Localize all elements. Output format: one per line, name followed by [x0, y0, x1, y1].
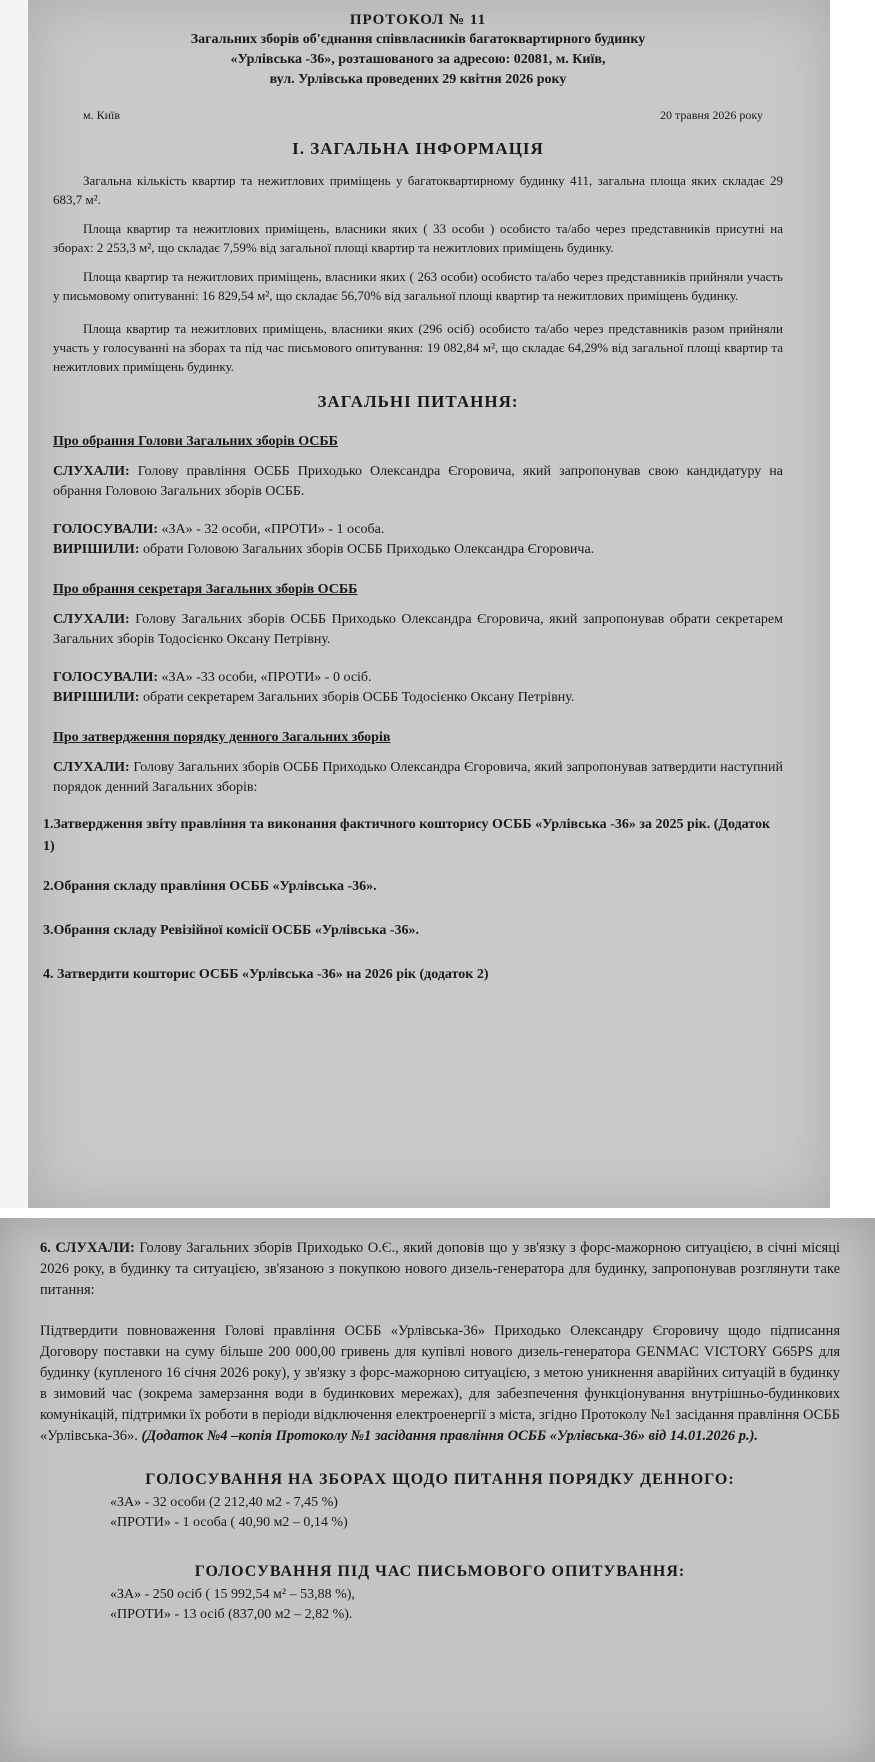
protocol-page-bottom	[0, 1218, 875, 1762]
protocol-header-line-3: вул. Урлівська проведених 29 квітня 2026 року	[269, 72, 567, 87]
protocol-date: 20 травня 2026 року	[660, 108, 763, 122]
general-info-p3: Площа квартир та нежитлових приміщень, власники яких ( 263 особи) особисто та/або через представників прийняли участь у письмовому опитуванні: 16 829,54 м², що складає 56,70% від загальної площі квартир та нежитлових приміщень будинку.	[53, 269, 783, 303]
item6-heard	[40, 1238, 840, 1301]
general-info-p1: Загальна кількість квартир та нежитлових приміщень у багатоквартирному будинку 411, загальна площа яких складає 29 683,7 м².	[53, 173, 783, 207]
left-margin	[0, 0, 28, 1208]
protocol-page-top	[28, 0, 830, 1208]
general-info-title: І. ЗАГАЛЬНА ІНФОРМАЦІЯ	[292, 139, 544, 158]
heard-label: СЛУХАЛИ:	[53, 612, 130, 627]
q1-heard	[53, 462, 783, 502]
vote-meeting-against: «ПРОТИ» - 1 особа ( 40,90 м2 – 0,14 %)	[110, 1515, 348, 1530]
proposal-text: Підтвердити повноваження Голові правління ОСББ «Урлівська-36» Приходько Олександру Єгоровичу щодо підписання Договору поставки на суму більше 200 000,00 гривень для купівлі нового дизель-генератора GENMAC VICTORY G65PS для будинку (купленого 16 січня 2026 року), у зв'язку з форс-мажорною ситуацією, з метою уникнення аварійних ситуацій в будинку в зимовий час (зокрема замерзання води в будинкових мережах), для забезпечення функціонування внутрішньо-будинкових комунікацій, підтримки їх роботи в періоди відключення електроенергії з міста, згідно Протоколу №1 засідання правління ОСББ «Урлівська-36».	[40, 1323, 840, 1444]
item6-proposal	[40, 1321, 840, 1447]
heard-label: СЛУХАЛИ:	[53, 464, 130, 479]
agenda-item-1: 1.Затвердження звіту правління та виконання фактичного кошторису ОСББ «Урлівська -36» за 2025 рік. (Додаток 1)	[43, 817, 771, 854]
q3-heard	[53, 758, 783, 798]
heard-text: Голову Загальних зборів ОСББ Приходько Олександра Єгоровича, який запропонував затвердити наступний порядок денний Загальних зборів:	[53, 760, 783, 795]
agenda-item-3: 3.Обрання складу Ревізійної комісії ОСББ «Урлівська -36».	[43, 923, 420, 938]
voted-text: «ЗА» - 32 особи, «ПРОТИ» - 1 особа.	[161, 522, 385, 537]
decided-label: ВИРІШИЛИ:	[53, 542, 140, 557]
right-margin	[830, 0, 875, 1208]
q2-heard	[53, 610, 783, 650]
heard-text: Голову правління ОСББ Приходько Олександра Єгоровича, який запропонував свою кандидатуру на обрання Головою Загальних зборів ОСББ.	[53, 464, 784, 499]
vote-written-for: «ЗА» - 250 осіб ( 15 992,54 м² – 53,88 %),	[110, 1587, 355, 1602]
q1-decided	[53, 540, 783, 560]
vote-meeting-title: ГОЛОСУВАННЯ НА ЗБОРАХ ЩОДО ПИТАННЯ ПОРЯДКУ ДЕННОГО:	[145, 1471, 735, 1488]
agenda-item-2: 2.Обрання складу правління ОСББ «Урлівська -36».	[43, 879, 377, 894]
photo-gap	[0, 1208, 875, 1218]
annex-note: (Додаток №4 –копія Протоколу №1 засідання правління ОСББ «Урлівська-36» від 14.01.2026 р.).	[141, 1428, 759, 1444]
agenda-item-4: 4. Затвердити кошторис ОСББ «Урлівська -36» на 2026 рік (додаток 2)	[43, 967, 489, 982]
vote-meeting-for: «ЗА» - 32 особи (2 212,40 м2 - 7,45 %)	[110, 1495, 338, 1510]
q2-voted	[53, 668, 783, 688]
page-bottom-content	[40, 1238, 840, 1625]
protocol-header-line-1: Загальних зборів об'єднання співвласників багатоквартирного будинку	[190, 32, 646, 47]
heard-text: Голову Загальних зборів Приходько О.Є., який доповів що у зв'язку з форс-мажорною ситуацією, в січні місяці 2026 року, в будинку та ситуацією, зв'язаною з покупкою нового дизель-генератора для будинку, запропонував розглянути таке питання:	[40, 1240, 840, 1298]
vote-written-against: «ПРОТИ» - 13 осіб (837,00 м2 – 2,82 %).	[110, 1607, 353, 1622]
heard-text: Голову Загальних зборів ОСББ Приходько Олександра Єгоровича, який запропонував обрати секретарем Загальних зборів Тодосієнко Оксану Петрівну.	[53, 612, 784, 647]
page-top-content	[43, 10, 784, 1006]
heard-label: 6. СЛУХАЛИ:	[40, 1240, 135, 1256]
protocol-header-line-2: «Урлівська -36», розташованого за адресою: 02081, м. Київ,	[230, 52, 606, 67]
decided-text: обрати Головою Загальних зборів ОСББ Приходько Олександра Єгоровича.	[142, 542, 595, 557]
q2-title: Про обрання секретаря Загальних зборів ОСББ	[53, 582, 358, 597]
vote-written-title: ГОЛОСУВАННЯ ПІД ЧАС ПИСЬМОВОГО ОПИТУВАННЯ:	[194, 1563, 686, 1580]
general-info-p4: Площа квартир та нежитлових приміщень, власники яких (296 осіб) особисто та/або через представників разом прийняли участь у голосуванні на зборах та під час письмового опитування: 19 082,84 м², що складає 64,29% від загальної площі квартир та нежитлових приміщень будинку.	[53, 321, 783, 374]
meta-line	[53, 108, 783, 123]
decided-text: обрати секретарем Загальних зборів ОСББ Тодосієнко Оксану Петрівну.	[142, 690, 575, 705]
city: м. Київ	[83, 108, 121, 122]
voted-label: ГОЛОСУВАЛИ:	[53, 522, 158, 537]
heard-label: СЛУХАЛИ:	[53, 760, 130, 775]
protocol-title: ПРОТОКОЛ № 11	[349, 12, 487, 28]
voted-text: «ЗА» -33 особи, «ПРОТИ» - 0 осіб.	[161, 670, 372, 685]
q1-title: Про обрання Голови Загальних зборів ОСББ	[53, 434, 338, 449]
agenda-list	[43, 814, 783, 986]
q1-voted	[53, 520, 783, 540]
q3-title: Про затвердження порядку денного Загальних зборів	[53, 730, 391, 745]
decided-label: ВИРІШИЛИ:	[53, 690, 140, 705]
voted-label: ГОЛОСУВАЛИ:	[53, 670, 158, 685]
general-questions-title: ЗАГАЛЬНІ ПИТАННЯ:	[317, 392, 519, 411]
general-info-p2: Площа квартир та нежитлових приміщень, власники яких ( 33 особи ) особисто та/або через представників присутні на зборах: 2 253,3 м², що складає 7,59% від загальної площі квартир та нежитлових приміщень будинку.	[53, 221, 783, 255]
q2-decided	[53, 688, 783, 708]
